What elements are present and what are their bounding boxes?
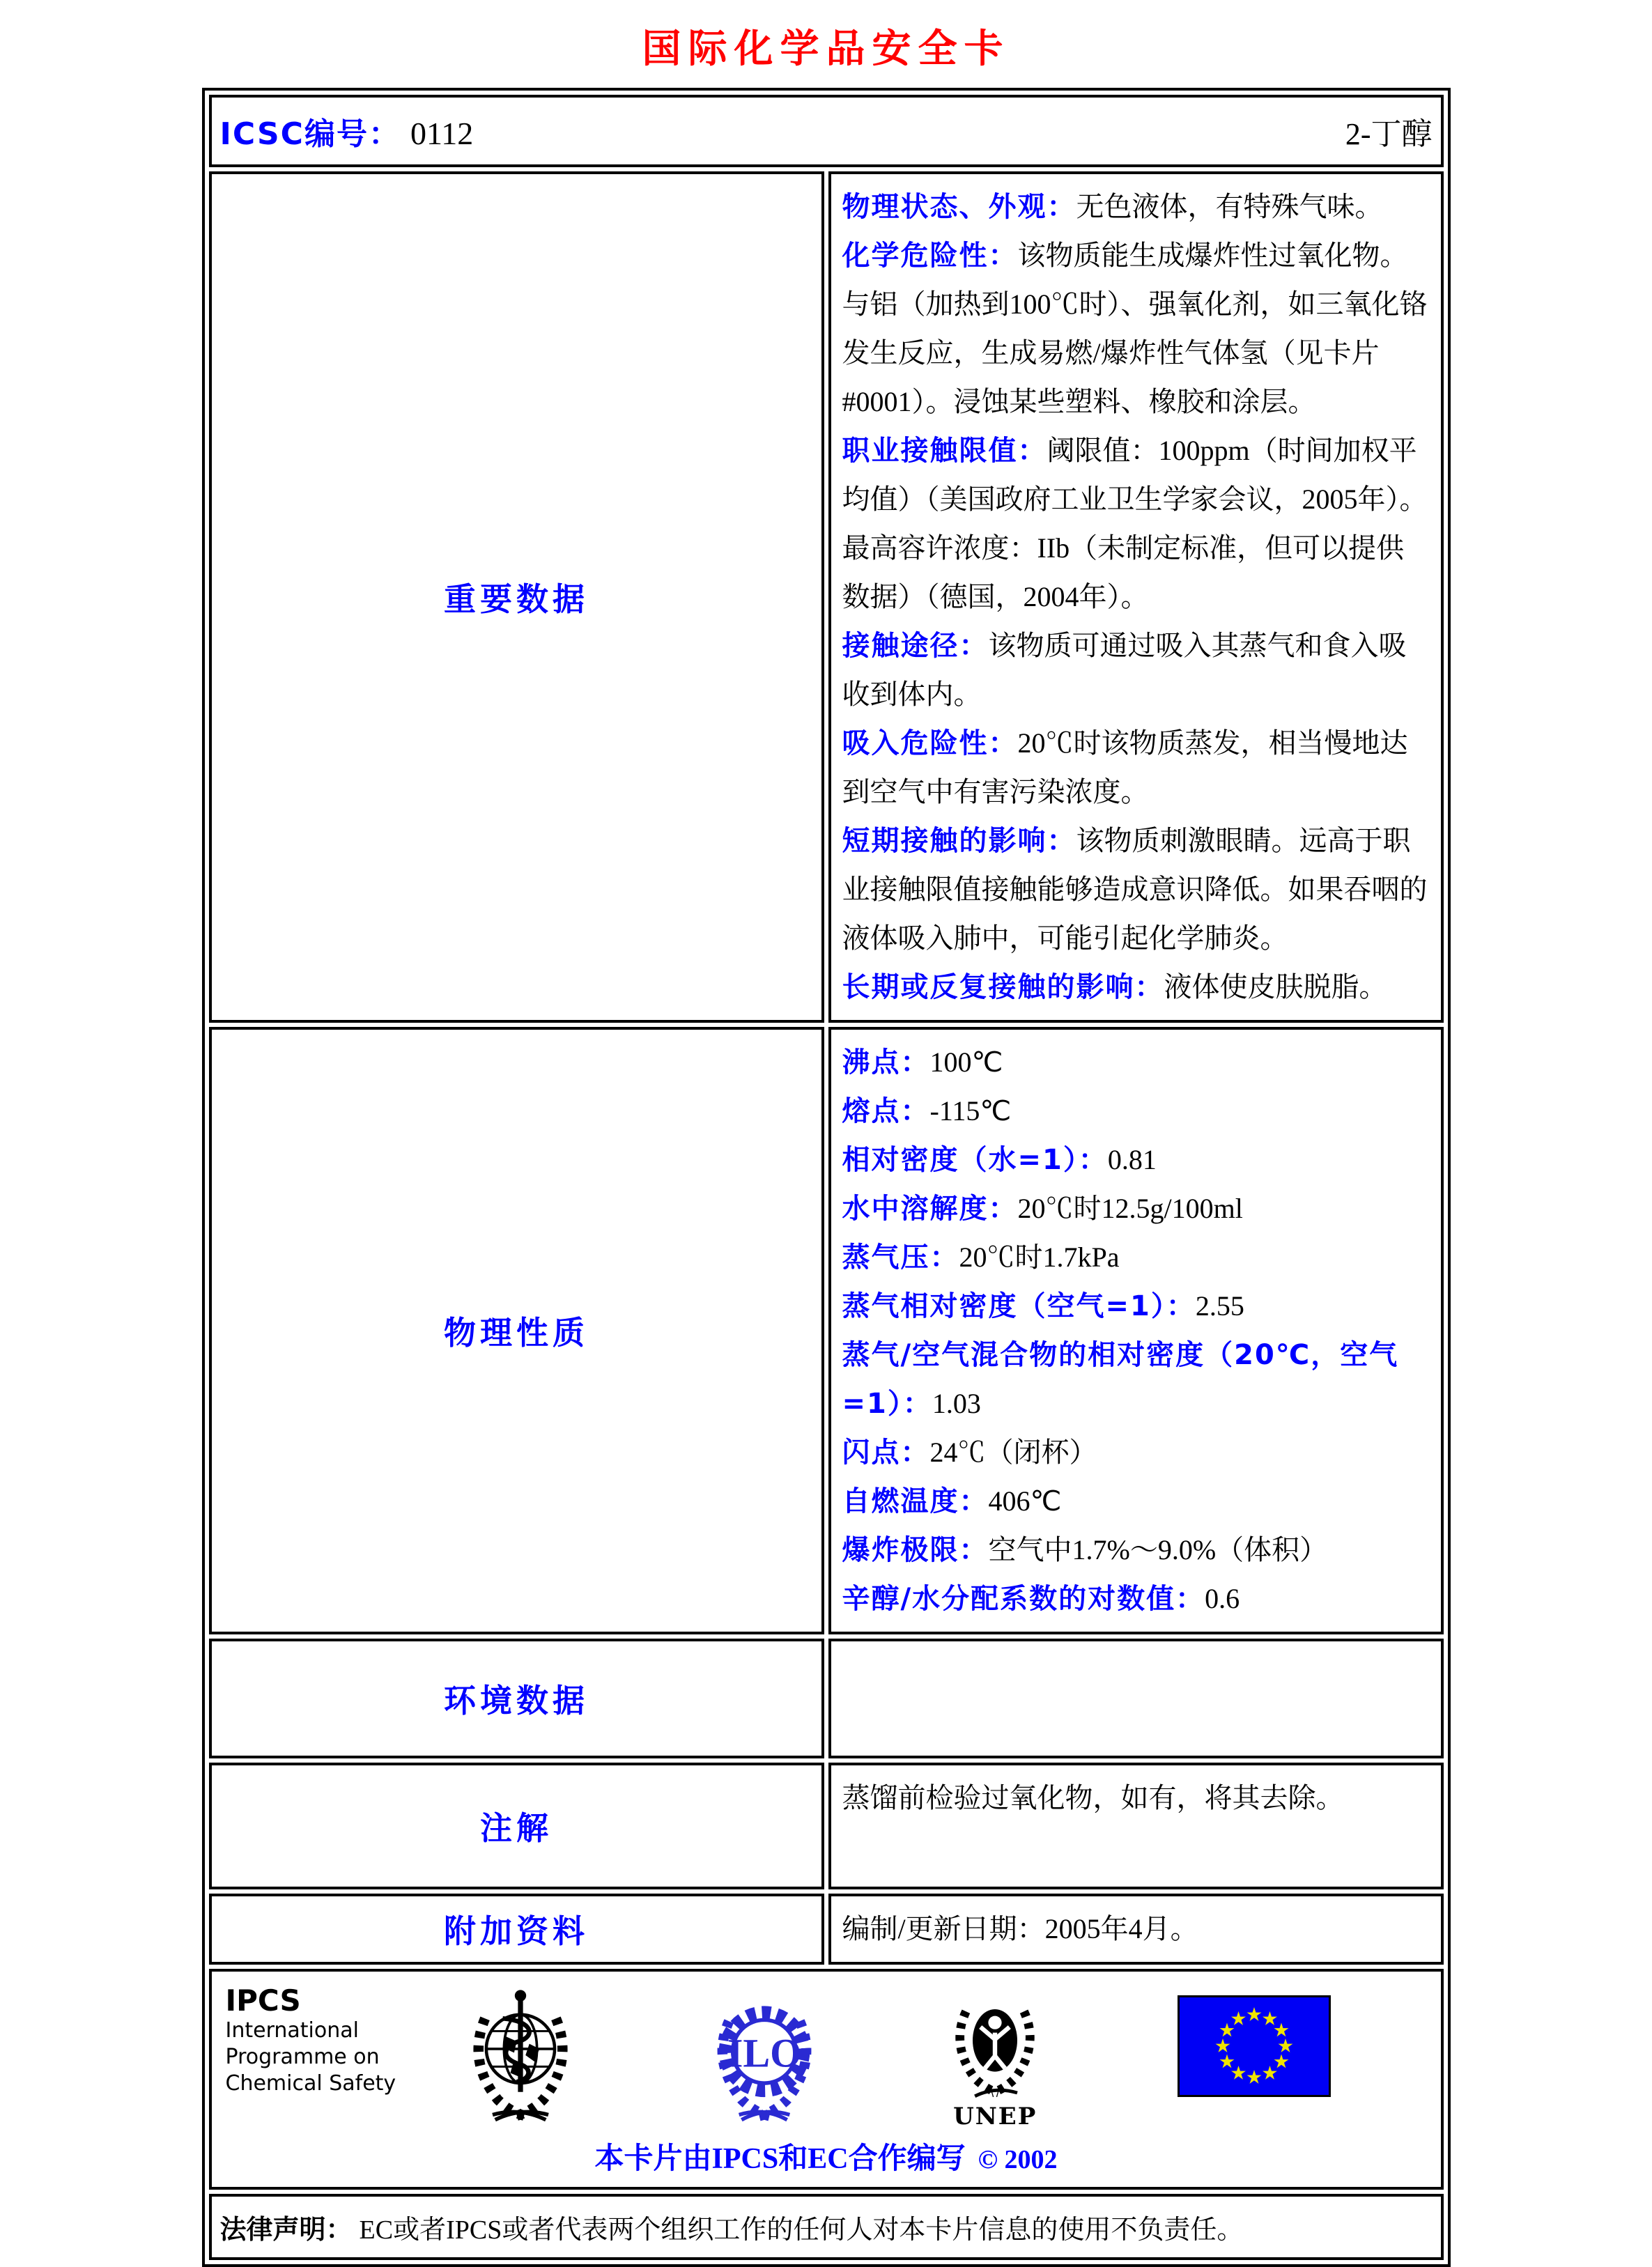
property-value: 20℃时12.5g/100ml — [1017, 1193, 1243, 1224]
ilo-logo-icon — [700, 1988, 829, 2128]
property-value: 0.81 — [1107, 1144, 1157, 1175]
section-content-physical-properties — [828, 1027, 1444, 1634]
copyright-text: © 2002 — [978, 2145, 1058, 2174]
header-row — [209, 95, 1444, 167]
property-line — [842, 1331, 1430, 1428]
credit-line — [222, 2135, 1431, 2177]
property-line — [842, 1233, 1430, 1282]
ilo-letters: ILO — [727, 2030, 802, 2076]
icsc-number-group — [220, 109, 474, 153]
property-line — [842, 963, 1430, 1012]
property-label: 长期或反复接触的影响： — [842, 971, 1164, 1003]
property-value: 24℃（闭杯） — [929, 1437, 1097, 1468]
additional-info-row — [209, 1894, 1444, 1965]
legal-cell — [209, 2194, 1444, 2260]
unep-logo-icon — [939, 1987, 1051, 2128]
property-value: -115℃ — [929, 1095, 1012, 1127]
property-label: 吸入危险性： — [842, 727, 1018, 759]
property-line — [842, 426, 1430, 621]
property-line — [842, 719, 1430, 817]
legal-label: 法律声明： — [219, 2214, 353, 2245]
icsc-card — [202, 88, 1451, 2267]
icsc-number-value: 0112 — [410, 116, 474, 151]
property-line — [842, 817, 1430, 963]
property-line — [842, 1905, 1430, 1953]
property-label: 蒸气压： — [842, 1241, 959, 1274]
property-line — [842, 1087, 1430, 1136]
property-value: 20℃时该物质蒸发，相当慢地达到空气中有害污染浓度。 — [842, 727, 1408, 807]
property-value: 20℃时1.7kPa — [959, 1241, 1120, 1273]
ipcs-block — [226, 1984, 396, 2097]
unep-logo-label: UNEP — [953, 2103, 1037, 2130]
property-line — [842, 1136, 1430, 1184]
credit-text: 本卡片由IPCS和EC合作编写 — [594, 2143, 966, 2175]
section-content-environmental-data — [828, 1639, 1444, 1758]
property-value: 该物质刺激眼睛。远高于职业接触限值接触能够造成意识降低。如果吞咽的液体吸入肺中，可能引起化学肺炎。 — [842, 825, 1428, 954]
property-value: 100℃ — [929, 1046, 1003, 1078]
icsc-page — [0, 18, 1652, 2267]
property-line — [842, 621, 1430, 719]
property-label: 蒸气相对密度（空气=1）： — [842, 1290, 1196, 1322]
property-line — [842, 1184, 1430, 1233]
property-line — [842, 231, 1430, 426]
property-line — [842, 1282, 1430, 1331]
property-value: 液体使皮肤脱脂。 — [1164, 971, 1387, 1003]
card-header-cell — [209, 95, 1444, 167]
property-line — [842, 1526, 1430, 1574]
property-label: 化学危险性： — [842, 240, 1018, 272]
ipcs-title: IPCS — [225, 1983, 301, 2018]
physical-properties-row — [209, 1027, 1444, 1634]
eu-flag-icon — [1178, 1995, 1331, 2100]
icsc-card-table — [202, 88, 1451, 2267]
property-line — [842, 1428, 1430, 1477]
property-label: 自燃温度： — [842, 1485, 989, 1517]
property-line — [842, 1038, 1430, 1087]
property-label: 蒸气/空气混合物的相对密度（20℃，空气=1）： — [842, 1339, 1399, 1420]
property-value: 该物质能生成爆炸性过氧化物。与铝（加热到100℃时）、强氧化剂，如三氧化铬发生反应，生成易燃/爆炸性气体氢（见卡片#0001）。浸蚀某些塑料、橡胶和涂层。 — [842, 240, 1428, 417]
legal-row — [209, 2194, 1444, 2260]
environmental-data-row — [209, 1639, 1444, 1758]
property-value: 该物质可通过吸入其蒸气和食入吸收到体内。 — [842, 630, 1407, 710]
property-value: 0.6 — [1205, 1583, 1240, 1614]
property-label: 熔点： — [842, 1095, 930, 1127]
property-label: 相对密度（水=1）： — [842, 1144, 1108, 1176]
ipcs-subtitle-line: Programme on — [225, 2045, 380, 2069]
property-label: 沸点： — [842, 1046, 930, 1078]
footer-cell — [209, 1969, 1444, 2190]
section-content-notes — [828, 1763, 1444, 1889]
property-value: 空气中1.7%～9.0%（体积） — [988, 1534, 1328, 1565]
icsc-number-label: ICSC编号： — [219, 116, 401, 152]
section-label-important-data: 重要数据 — [209, 171, 824, 1023]
property-label: 爆炸极限： — [842, 1534, 989, 1566]
property-label: 水中溶解度： — [842, 1193, 1018, 1225]
property-value: 2.55 — [1195, 1290, 1244, 1322]
section-content-important-data — [828, 171, 1444, 1023]
chemical-name: 2-丁醇 — [1345, 117, 1433, 151]
property-label: 职业接触限值： — [842, 435, 1047, 467]
section-label-notes: 注解 — [209, 1763, 824, 1889]
ipcs-subtitle-line: International — [225, 2018, 359, 2043]
property-label: 物理状态、外观： — [842, 191, 1076, 223]
notes-row — [209, 1763, 1444, 1889]
property-label: 辛醇/水分配系数的对数值： — [842, 1583, 1205, 1615]
section-label-additional-info: 附加资料 — [209, 1894, 824, 1965]
property-line — [842, 1574, 1430, 1623]
page-title: 国际化学品安全卡 — [642, 26, 1010, 72]
property-value: 1.03 — [932, 1388, 981, 1419]
property-line — [842, 183, 1430, 231]
property-label: 接触途径： — [842, 630, 989, 662]
legal-text: EC或者IPCS或者代表两个组织工作的任何人对本卡片信息的使用不负责任。 — [359, 2215, 1244, 2245]
section-content-additional-info — [828, 1894, 1444, 1965]
section-label-physical-properties: 物理性质 — [209, 1027, 824, 1634]
ipcs-subtitle-line: Chemical Safety — [225, 2071, 396, 2096]
property-value: 阈限值：100ppm（时间加权平均值）（美国政府工业卫生学家会议，2005年）。最高容许浓度：IIb（未制定标准，但可以提供数据）（德国，2004年）。 — [842, 435, 1428, 612]
section-label-environmental-data: 环境数据 — [209, 1639, 824, 1758]
who-logo-icon — [456, 1986, 585, 2128]
property-value: 无色液体，有特殊气味。 — [1076, 191, 1383, 222]
property-line — [842, 1774, 1430, 1823]
footer-row — [209, 1969, 1444, 2190]
property-line — [842, 1477, 1430, 1526]
property-label: 闪点： — [842, 1437, 930, 1469]
property-value: 编制/更新日期：2005年4月。 — [842, 1913, 1198, 1944]
property-value: 蒸馏前检验过氧化物，如有，将其去除。 — [842, 1782, 1344, 1813]
property-label: 短期接触的影响： — [842, 825, 1076, 857]
important-data-row — [209, 171, 1444, 1023]
property-value: 406℃ — [988, 1485, 1062, 1517]
